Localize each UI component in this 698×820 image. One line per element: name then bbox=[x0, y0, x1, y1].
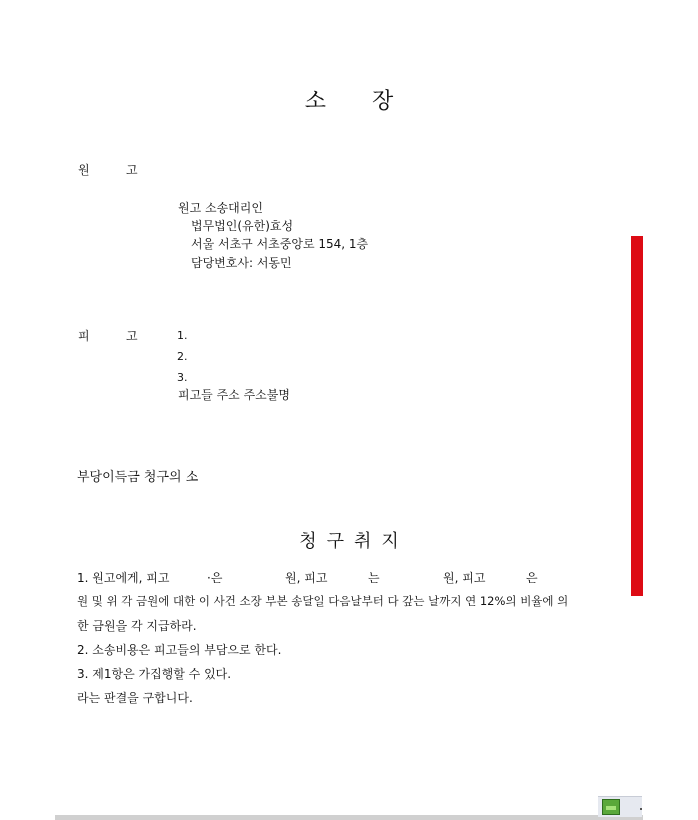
closing-line: 라는 판결을 구합니다. bbox=[77, 691, 193, 705]
claim-line-1e: 원, 피고 bbox=[443, 571, 486, 585]
claim-heading: 청 구 취 지 bbox=[299, 531, 399, 552]
claim-line-4: 2. 소송비용은 피고들의 부담으로 한다. bbox=[77, 643, 282, 657]
app-tray-icon[interactable] bbox=[602, 799, 620, 815]
plaintiff-attorney: 담당변호사: 서동민 bbox=[191, 256, 292, 270]
plaintiff-firm: 법무법인(유한)효성 bbox=[191, 219, 294, 233]
claim-line-1a: 1. 원고에게, 피고 bbox=[77, 571, 170, 585]
red-accent-bar bbox=[631, 236, 643, 596]
defendant-item-2: 2. bbox=[177, 350, 188, 363]
claim-line-1b: ·은 bbox=[207, 571, 223, 585]
claim-line-1c: 원, 피고 bbox=[285, 571, 328, 585]
plaintiff-agent-title: 원고 소송대리인 bbox=[178, 201, 263, 215]
claim-line-5: 3. 제1항은 가집행할 수 있다. bbox=[77, 667, 232, 681]
horizontal-scrollbar[interactable] bbox=[55, 815, 643, 820]
defendant-address-note: 피고들 주소 주소불명 bbox=[178, 388, 290, 402]
defendant-label: 피 고 bbox=[78, 329, 138, 343]
claim-line-2: 원 및 위 각 금원에 대한 이 사건 소장 부본 송달일 다음날부터 다 갚는 날까지 연 12%의 비율에 의 bbox=[77, 594, 569, 608]
claim-line-3: 한 금원을 각 지급하라. bbox=[77, 619, 197, 633]
tray-dot-icon bbox=[640, 808, 642, 810]
title-char-left: 소 bbox=[304, 89, 326, 114]
case-name: 부당이득금 청구의 소 bbox=[77, 470, 199, 485]
document-title bbox=[0, 84, 698, 115]
title-char-right: 장 bbox=[372, 89, 394, 114]
plaintiff-address: 서울 서초구 서초중앙로 154, 1층 bbox=[191, 237, 369, 251]
defendant-item-1: 1. bbox=[177, 329, 188, 342]
claim-line-1d: 는 bbox=[368, 571, 380, 585]
claim-line-1f: 은 bbox=[526, 571, 538, 585]
defendant-item-3: 3. bbox=[177, 371, 188, 384]
plaintiff-label: 원 고 bbox=[78, 163, 138, 177]
